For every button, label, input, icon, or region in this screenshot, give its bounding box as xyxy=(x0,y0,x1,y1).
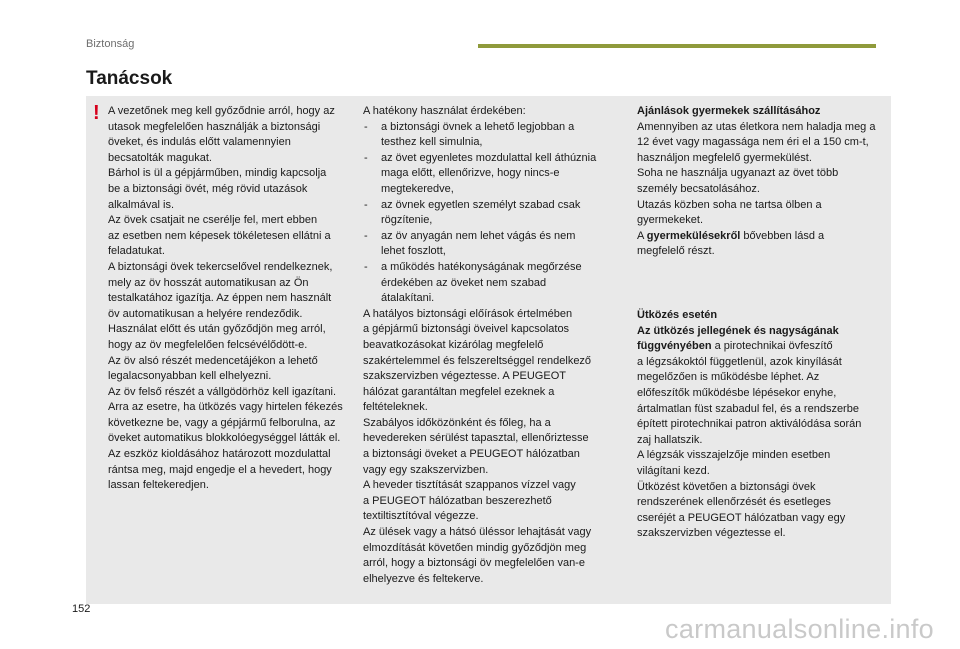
heading-text: Ütközés esetén xyxy=(637,309,718,321)
text-line: az esetben nem képesek tökéletesen ellátni a xyxy=(108,229,331,242)
text-line: használjon megfelelő gyermekülést. xyxy=(637,151,812,164)
intro-text: A hatékony használat érdekében: xyxy=(363,105,526,117)
heading-text: Ajánlások gyermekek szállításához xyxy=(637,105,821,117)
text-line: épített pirotechnikai patron aktiválódása során xyxy=(637,418,862,431)
text-line: szakszervizben végeztesse el. xyxy=(637,527,786,540)
text-line: Használat előtt és után győződjön meg arról, xyxy=(108,323,326,336)
text-line: alkalmával is. xyxy=(108,198,175,211)
text-line: A hatályos biztonsági előírások értelmében xyxy=(363,307,573,320)
bold-text: függvényében xyxy=(637,340,712,353)
list-item-line: testhez kell simulnia, xyxy=(381,136,483,149)
ref-suffix: bővebben lásd a xyxy=(740,229,825,242)
text-line: beavatkozásokat kizárólag megfelelő xyxy=(363,338,544,351)
text-line: textiltisztítóval végezze. xyxy=(363,510,479,523)
text-line: hogy az öv megfelelően felcsévélődött-e. xyxy=(108,338,308,351)
text-line: A vezetőnek meg kell győződnie arról, hogy az xyxy=(108,105,335,117)
text-line: megelőzően is működésbe léphet. Az xyxy=(637,371,820,384)
text-line: a gépjármű biztonsági öveivel kapcsolatos xyxy=(363,323,570,336)
text-line: zaj hallatszik. xyxy=(637,433,703,446)
list-item-line: lehet foszlott, xyxy=(381,245,446,258)
text-line: Az övek csatjait ne cserélje fel, mert ebben xyxy=(108,214,318,227)
list-item-line: a biztonsági övnek a lehető legjobban a xyxy=(381,120,575,133)
text-span: a pirotechnikai övfeszítő xyxy=(711,340,833,353)
page-number: 152 xyxy=(72,603,91,615)
effective-use-column xyxy=(363,104,611,587)
text-line: arról, hogy a biztonsági öv megfelelően van-e xyxy=(363,557,585,570)
text-line: Amennyiben az utas életkora nem haladja meg a xyxy=(637,120,876,133)
text-line: hevedereken sérülést tapasztal, ellenőriztesse xyxy=(363,432,589,445)
text-line: legalacsonyabban kell elhelyezni. xyxy=(108,370,272,383)
cross-reference xyxy=(637,229,885,245)
list-item-line: az öv anyagán nem lehet vágás és nem xyxy=(381,229,576,242)
text-line: ártalmatlan füst szabadul fel, és a rendszerbe xyxy=(637,402,859,415)
text-line: A biztonsági övek tekercselővel rendelkeznek, xyxy=(108,260,333,273)
collision-column xyxy=(637,308,885,542)
section-heading xyxy=(637,104,885,120)
list-item xyxy=(363,120,611,151)
text-line: előfeszítők működésbe lépésekor enyhe, xyxy=(637,386,837,399)
text-line: Az eszköz kioldásához határozott mozdulattal xyxy=(108,448,331,461)
text-line: feladatukat. xyxy=(108,245,165,258)
text-line: 12 évet vagy magassága nem éri el a 150 cm-t, xyxy=(637,136,869,149)
text-line: rántsa meg, majd engedje el a hevedert, hogy xyxy=(108,463,332,476)
page-title: Tanácsok xyxy=(86,68,173,89)
text-line: öveket automatikus blokkolóegységgel látták el. xyxy=(108,432,341,445)
text-line: lassan feltekeredjen. xyxy=(108,479,209,492)
section-heading xyxy=(637,308,885,324)
text-line: elmozdítását követően mindig győződjön meg xyxy=(363,541,587,554)
list-item-line: az övet egyenletes mozdulattal kell áthúznia xyxy=(381,151,597,164)
text-line: A heveder tisztítását szappanos vízzel vagy xyxy=(363,479,576,492)
list-item-line: rögzítenie, xyxy=(381,214,433,227)
text-line: megfelelő részt. xyxy=(637,245,715,258)
text-line: Ütközést követően a biztonsági övek xyxy=(637,480,816,493)
list-item-line: maga előtt, ellenőrizve, hogy nincs-e xyxy=(381,167,560,180)
list-item xyxy=(363,260,611,307)
text-line: Arra az esetre, ha ütközés vagy hirtelen fékezés xyxy=(108,401,343,414)
text-line xyxy=(637,324,885,340)
list-item xyxy=(363,151,611,198)
list-item-line: az övnek egyetlen személyt szabad csak xyxy=(381,198,581,211)
text-line: a biztonsági öveket a PEUGEOT hálózatban xyxy=(363,448,580,461)
text-line: hálózat garantáltan megfelel ezeknek a xyxy=(363,385,555,398)
text-line: személy becsatolásához. xyxy=(637,182,760,195)
section-label: Biztonság xyxy=(86,38,135,50)
text-line: Szabályos időközönként és főleg, ha a xyxy=(363,416,551,429)
text-line: következne be, vagy a gépjármű felborulna, az xyxy=(108,416,336,429)
text-line: öv automatikusan a helyére rendeződik. xyxy=(108,307,303,320)
text-line: a PEUGEOT hálózatban beszerezhető xyxy=(363,494,552,507)
text-line: cseréjét a PEUGEOT hálózatban vagy egy xyxy=(637,511,846,524)
text-line: be a biztonsági övét, még rövid utazások xyxy=(108,182,308,195)
text-line: gyermekeket. xyxy=(637,214,704,227)
text-line: szakszervizben végeztesse. A PEUGEOT xyxy=(363,370,566,383)
text-line: Az ülések vagy a hátsó üléssor lehajtását vagy xyxy=(363,526,592,539)
child-transport-column xyxy=(637,104,885,260)
text-line: elhelyezve és feltekerve. xyxy=(363,572,484,585)
bold-text: Az ütközés jellegének és nagyságának xyxy=(637,324,839,337)
text-line: becsatolták magukat. xyxy=(108,151,212,164)
list-item xyxy=(363,198,611,229)
child-seats-reference: gyermekülésekről xyxy=(646,229,741,242)
text-line: Utazás közben soha ne tartsa ölben a xyxy=(637,198,822,211)
header-rule xyxy=(478,44,876,48)
text-line: Soha ne használja ugyanazt az övet több xyxy=(637,167,839,180)
text-line xyxy=(637,339,885,355)
text-line: feltételeknek. xyxy=(363,401,428,414)
text-line: a légzsákoktól függetlenül, azok kinyílását xyxy=(637,355,842,368)
text-line: utasok megfelelően használják a biztonsági xyxy=(108,120,321,133)
text-line: vagy egy szakszervizben. xyxy=(363,463,489,476)
exclamation-icon: ! xyxy=(93,102,100,124)
list-item-line: a működés hatékonyságának megőrzése xyxy=(381,260,582,273)
effective-use-list xyxy=(363,120,611,307)
text-line: szakértelemmel és felszereltséggel rendelkező xyxy=(363,354,592,367)
seatbelt-usage-column xyxy=(108,104,356,494)
list-item xyxy=(363,229,611,260)
text-line: öveket, és indulás előtt valamennyien xyxy=(108,136,291,149)
list-item-line: érdekében az öveket nem szabad xyxy=(381,276,547,289)
text-line: Az öv alsó részét medencetájékon a lehető xyxy=(108,354,318,367)
ref-prefix: A xyxy=(637,229,647,242)
text-line: Az öv felső részét a vállgödörhöz kell igazítani. xyxy=(108,385,337,398)
text-line: A légzsák visszajelzője minden esetben xyxy=(637,449,831,462)
text-line: mely az öv hosszát automatikusan az Ön xyxy=(108,276,309,289)
list-item-line: megtekeredve, xyxy=(381,182,454,195)
list-item-line: átalakítani. xyxy=(381,292,435,305)
text-line: világítani kezd. xyxy=(637,464,710,477)
text-line: testalkatához igazítja. Az éppen nem használt xyxy=(108,292,332,305)
watermark: carmanualsonline.info xyxy=(665,614,934,644)
text-line: Bárhol is ül a gépjárműben, mindig kapcsolja xyxy=(108,167,327,180)
text-line: rendszerének ellenőrzését és esetleges xyxy=(637,496,831,509)
